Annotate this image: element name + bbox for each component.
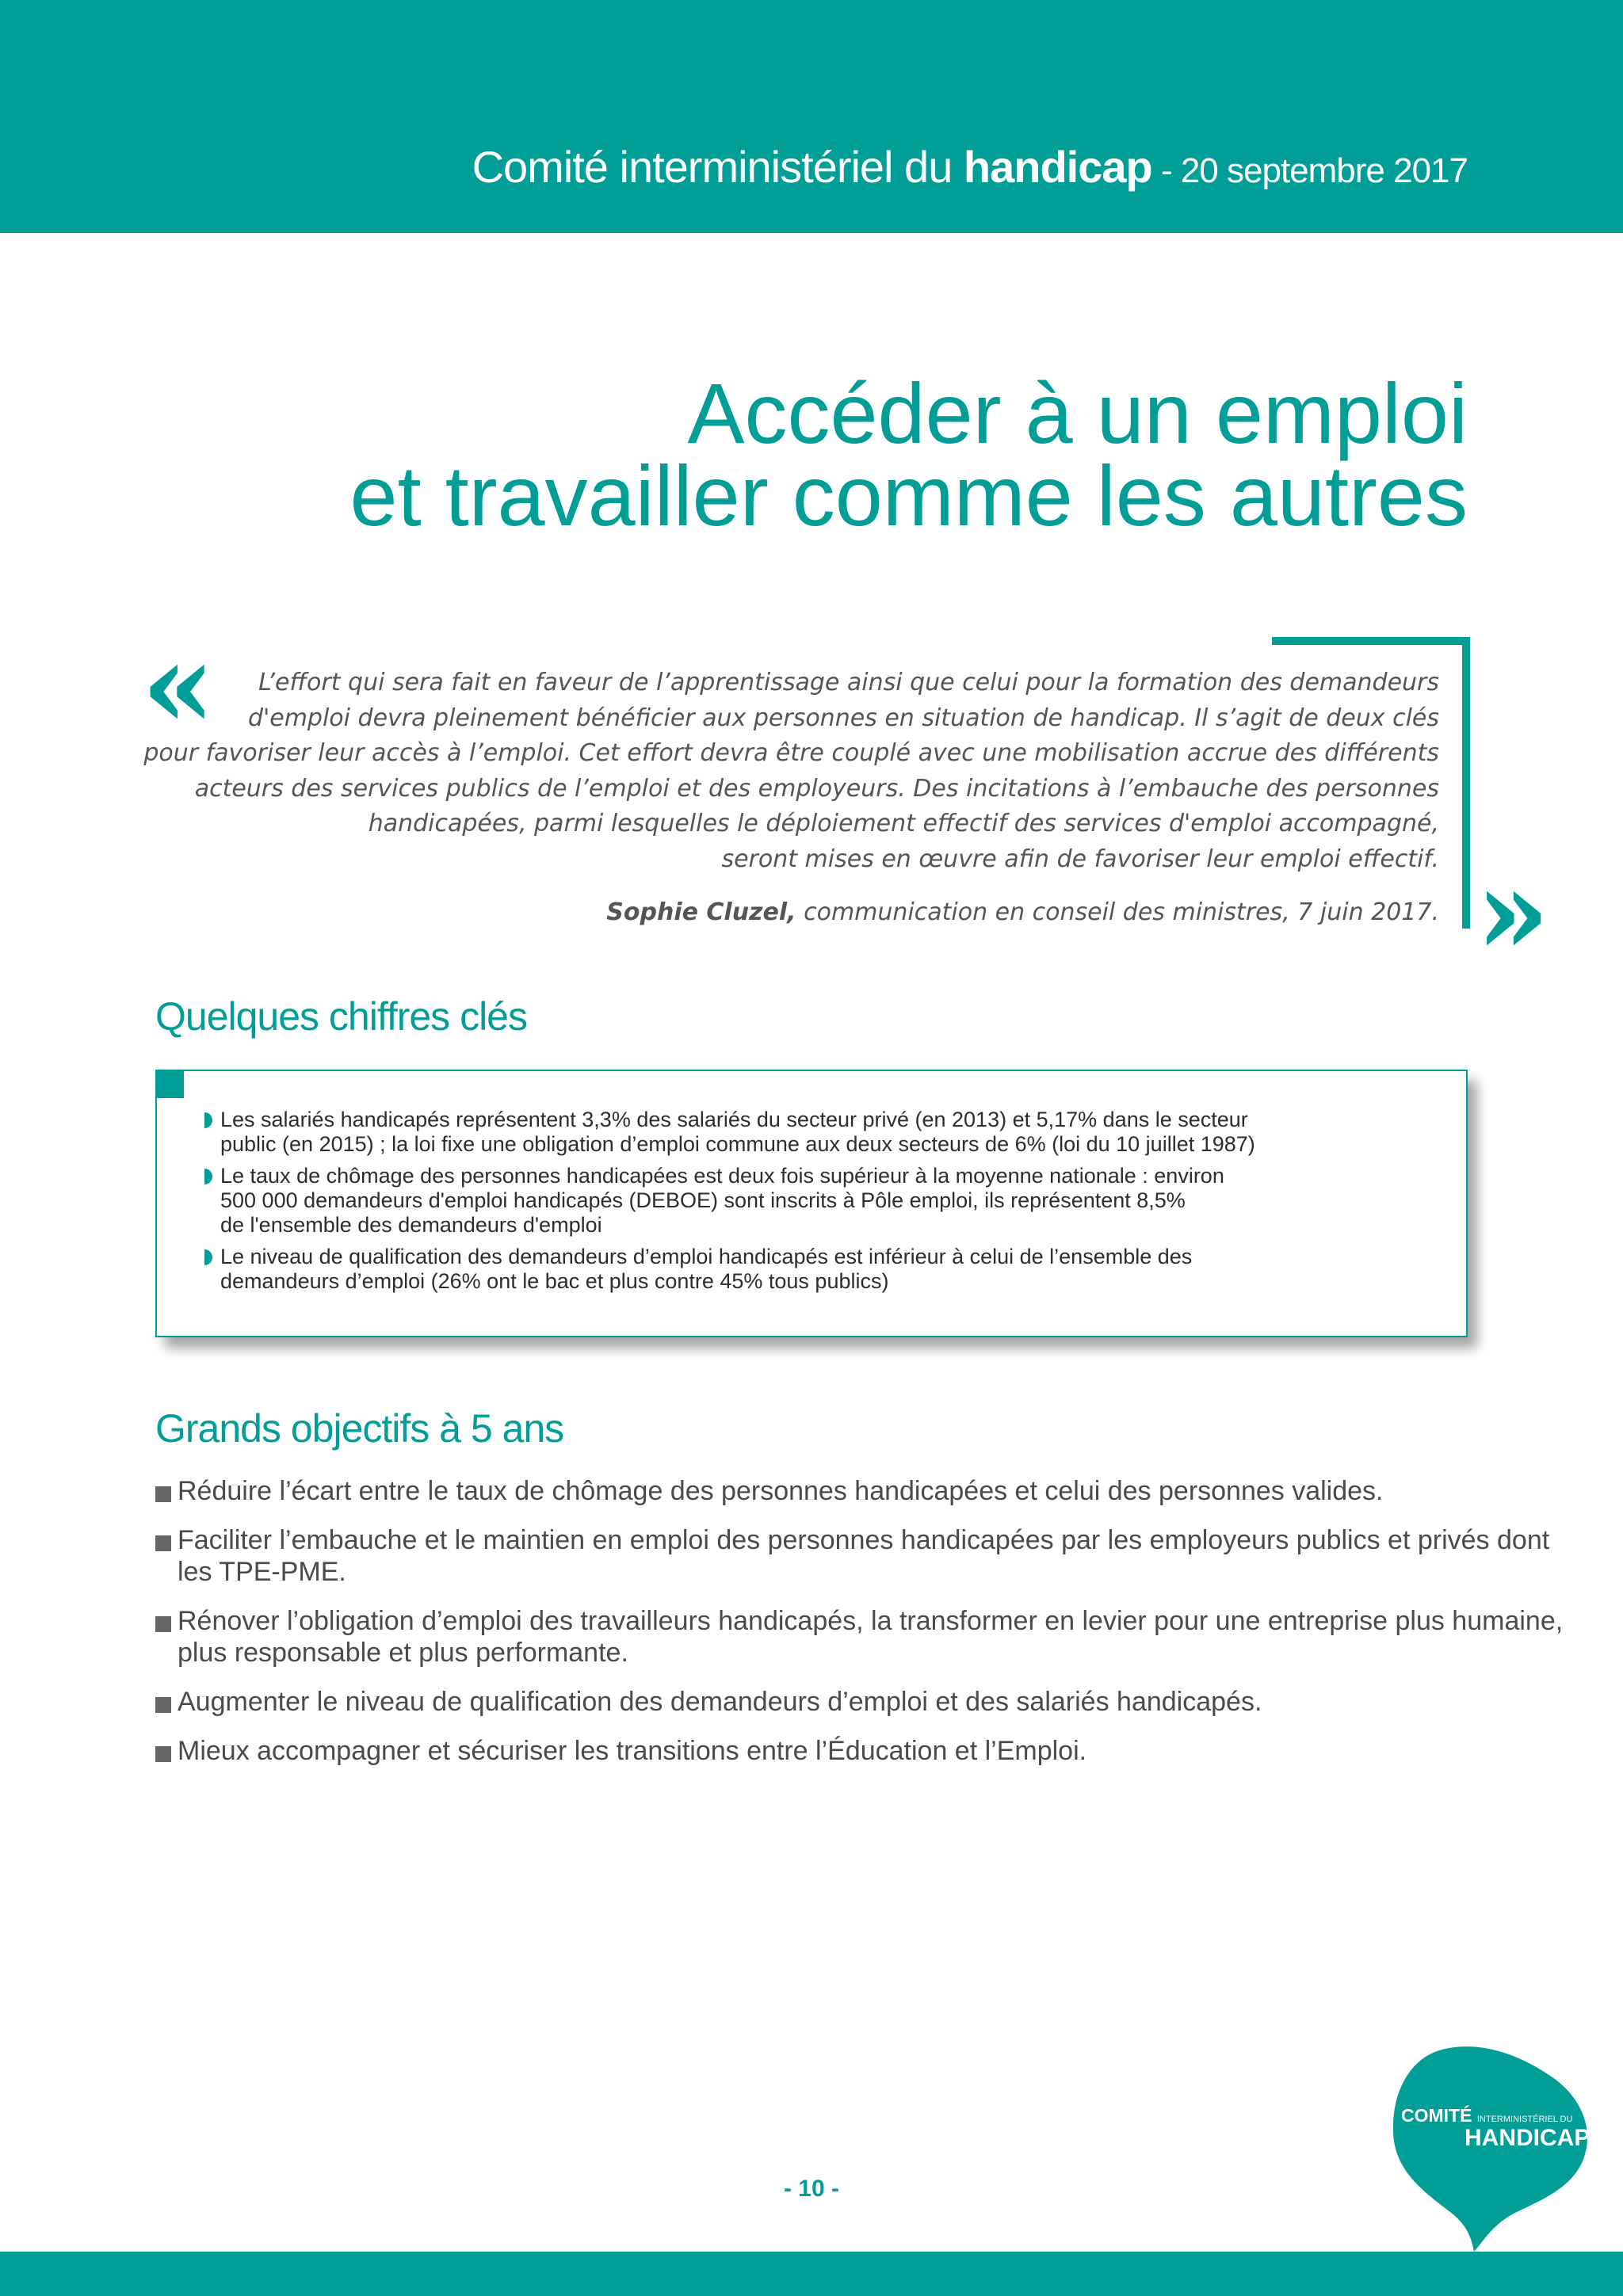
key-figures-title: Quelques chiffres clés xyxy=(155,994,527,1039)
key-figure-line: demandeurs d’emploi (26% ont le bac et plus contre 45% tous publics) xyxy=(220,1269,889,1293)
square-bullet-icon xyxy=(155,1697,171,1713)
square-bullet-icon xyxy=(155,1535,171,1551)
logo-text-line-1 xyxy=(1401,2105,1572,2126)
box-corner-square xyxy=(157,1071,184,1098)
key-figure-line: Le niveau de qualification des demandeurs d’emploi handicapés est inférieur à celui de l’ensemble des xyxy=(220,1245,1193,1268)
quote-open-mark: « xyxy=(141,616,216,755)
quote-line: acteurs des services publics de l’emploi et des employeurs. Des incitations à l’embauche des personnes xyxy=(194,774,1439,803)
key-figure-line: Les salariés handicapés représentent 3,3% des salariés du secteur privé (en 2013) et 5,17% dans le secteur xyxy=(220,1108,1248,1131)
objective-item xyxy=(155,1524,1550,1588)
key-figure-line: Le taux de chômage des personnes handicapées est deux fois supérieur à la moyenne nationale : environ xyxy=(220,1164,1224,1188)
page-title-line-1: Accéder à un emploi xyxy=(687,365,1468,461)
objectives-title: Grands objectifs à 5 ans xyxy=(155,1406,564,1451)
half-circle-bullet-icon xyxy=(204,1112,212,1128)
key-figure-line: 500 000 demandeurs d'emploi handicapés (DEBOE) sont inscrits à Pôle emploi, ils représentent 8,5% xyxy=(220,1188,1186,1212)
quote-line: pour favoriser leur accès à l’emploi. Cet effort devra être couplé avec une mobilisation accrue des différents xyxy=(143,739,1439,767)
objective-line: Réduire l’écart entre le taux de chômage des personnes handicapées et celui des personnes valides. xyxy=(178,1476,1384,1506)
half-circle-bullet-icon xyxy=(204,1169,212,1184)
logo-text-comite: COMITÉ xyxy=(1401,2105,1472,2126)
square-bullet-icon xyxy=(155,1616,171,1632)
quote-line: L’effort qui sera fait en faveur de l’apprentissage ainsi que celui pour la formation des demandeurs xyxy=(258,669,1439,696)
header-band xyxy=(0,0,1623,233)
header-title xyxy=(472,141,1468,193)
half-circle-bullet-icon xyxy=(204,1249,212,1265)
key-figures-box xyxy=(155,1070,1468,1337)
key-figure-line: public (en 2015) ; la loi fixe une obligation d’emploi commune aux deux secteurs de 6% (loi du 10 juillet 1987) xyxy=(220,1132,1255,1156)
quote-line: seront mises en œuvre afin de favoriser leur emploi effectif. xyxy=(721,845,1439,873)
objective-item xyxy=(155,1475,1471,1507)
quote-attribution xyxy=(606,898,1439,926)
key-figure-item xyxy=(204,1164,1441,1238)
square-bullet-icon xyxy=(155,1746,171,1762)
logo xyxy=(1392,2044,1591,2252)
header-date: - 20 septembre 2017 xyxy=(1151,151,1468,190)
key-figure-item xyxy=(204,1245,1441,1294)
quote-text xyxy=(92,666,1439,877)
objective-item xyxy=(155,1686,1471,1718)
key-figure-item xyxy=(204,1108,1441,1157)
quote-source: communication en conseil des ministres, 7 juin 2017. xyxy=(796,898,1439,926)
square-bullet-icon xyxy=(155,1486,171,1502)
key-figures-list xyxy=(204,1108,1441,1301)
logo-text-line-2: HANDICAP xyxy=(1465,2125,1591,2151)
objective-line: Faciliter l’embauche et le maintien en emploi des personnes handicapées par les employeurs publics et privés dont xyxy=(178,1525,1550,1555)
quote-line: d'emploi devra pleinement bénéficier aux personnes en situation de handicap. Il s’agit de deux clés xyxy=(247,704,1439,732)
quote-close-mark: » xyxy=(1476,842,1550,982)
key-figure-line: de l'ensemble des demandeurs d'emploi xyxy=(220,1213,602,1237)
logo-text-small: INTERMINISTÉRIEL DU xyxy=(1476,2115,1573,2124)
objective-line: plus responsable et plus performante. xyxy=(178,1638,628,1668)
objective-item xyxy=(155,1605,1564,1669)
footer-band xyxy=(0,2252,1623,2296)
page-title-line-2: et travailler comme les autres xyxy=(349,448,1468,543)
quote-author: Sophie Cluzel, xyxy=(606,898,796,926)
quote-line: handicapées, parmi lesquelles le déploiement effectif des services d'emploi accompagné, xyxy=(368,810,1439,837)
objective-line: les TPE-PME. xyxy=(178,1557,346,1587)
objectives-list xyxy=(155,1475,1564,1784)
objective-line: Rénover l’obligation d’emploi des travailleurs handicapés, la transformer en levier pour une entreprise plus humaine, xyxy=(178,1606,1564,1636)
page-number: - 10 - xyxy=(783,2176,840,2202)
objective-item xyxy=(155,1735,1471,1767)
objective-line: Mieux accompagner et sécuriser les transitions entre l’Éducation et l’Emploi. xyxy=(178,1736,1087,1766)
objective-line: Augmenter le niveau de qualification des demandeurs d’emploi et des salariés handicapés. xyxy=(178,1687,1262,1717)
header-bold: handicap xyxy=(963,142,1152,192)
page-title xyxy=(349,365,1468,543)
header-prefix: Comité interministériel du xyxy=(472,142,964,192)
